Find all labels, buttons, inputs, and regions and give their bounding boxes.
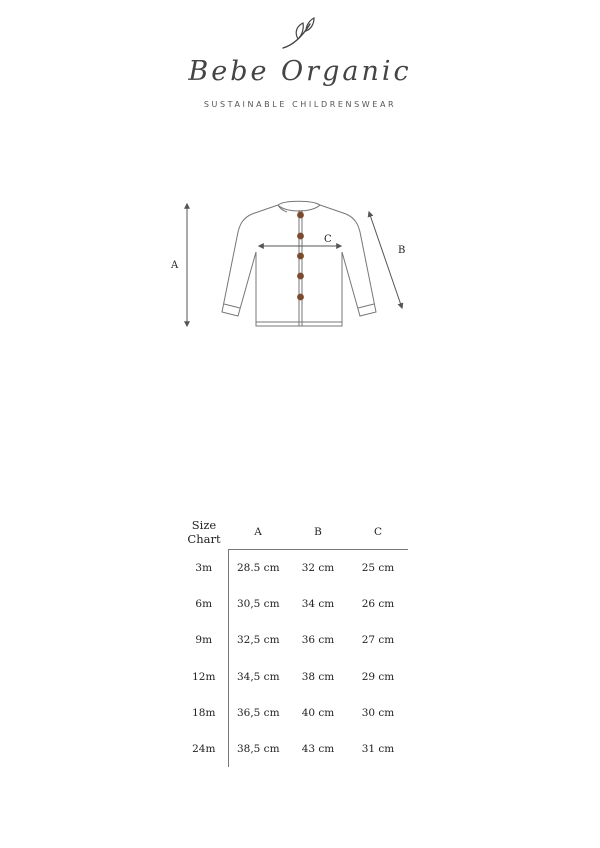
table-row: [180, 659, 408, 695]
measure-b: 38 cm: [301, 670, 335, 683]
dimension-b-arrow: [369, 212, 402, 308]
size-chart: [180, 515, 408, 767]
measure-a: 28.5 cm: [236, 562, 280, 575]
size-label: 3m: [180, 550, 228, 587]
shirt-button: [297, 233, 304, 240]
size-chart-title-line2: Chart: [187, 532, 221, 547]
size-label: 24m: [180, 731, 228, 767]
table-row: [180, 550, 408, 587]
size-label: 6m: [180, 586, 228, 622]
measure-c: 26 cm: [361, 598, 395, 611]
size-label: 18m: [180, 695, 228, 731]
shirt-buttons: [297, 212, 304, 301]
table-row: [180, 695, 408, 731]
table-row: [180, 622, 408, 658]
brand-name: Bebe Organic: [188, 56, 412, 87]
shirt-button: [297, 273, 304, 280]
column-header-a: A: [228, 515, 288, 550]
table-row: [180, 731, 408, 767]
measure-b: 32 cm: [301, 562, 335, 575]
measure-a: 32,5 cm: [236, 634, 280, 647]
measure-a: 34,5 cm: [236, 670, 280, 683]
dimension-c-label: C: [324, 234, 332, 245]
measure-c: 25 cm: [361, 562, 395, 575]
measure-b: 34 cm: [301, 598, 335, 611]
shirt-diagram: [160, 190, 420, 344]
dimension-a-label: A: [171, 260, 179, 271]
measure-a: 38,5 cm: [236, 743, 280, 756]
size-label: 9m: [180, 622, 228, 658]
leaf-sprig-icon: [280, 12, 320, 56]
column-header-b: B: [288, 515, 348, 550]
measure-a: 30,5 cm: [236, 598, 280, 611]
table-row: [180, 586, 408, 622]
shirt-outline: [222, 201, 376, 326]
size-chart-title: [180, 515, 228, 550]
dimension-b-label: B: [398, 245, 406, 256]
shirt-button: [297, 212, 304, 219]
size-chart-title-line1: Size: [191, 518, 217, 533]
measure-c: 27 cm: [361, 634, 395, 647]
column-header-c: C: [348, 515, 408, 550]
measure-b: 40 cm: [301, 706, 335, 719]
size-label: 12m: [180, 659, 228, 695]
brand-tagline: SUSTAINABLE CHILDRENSWEAR: [203, 100, 397, 109]
shirt-button: [297, 294, 304, 301]
measure-b: 43 cm: [301, 743, 335, 756]
measure-a: 36,5 cm: [236, 706, 280, 719]
measure-c: 29 cm: [361, 670, 395, 683]
measure-c: 30 cm: [361, 706, 395, 719]
measure-b: 36 cm: [301, 634, 335, 647]
shirt-button: [297, 253, 304, 260]
measure-c: 31 cm: [361, 743, 395, 756]
